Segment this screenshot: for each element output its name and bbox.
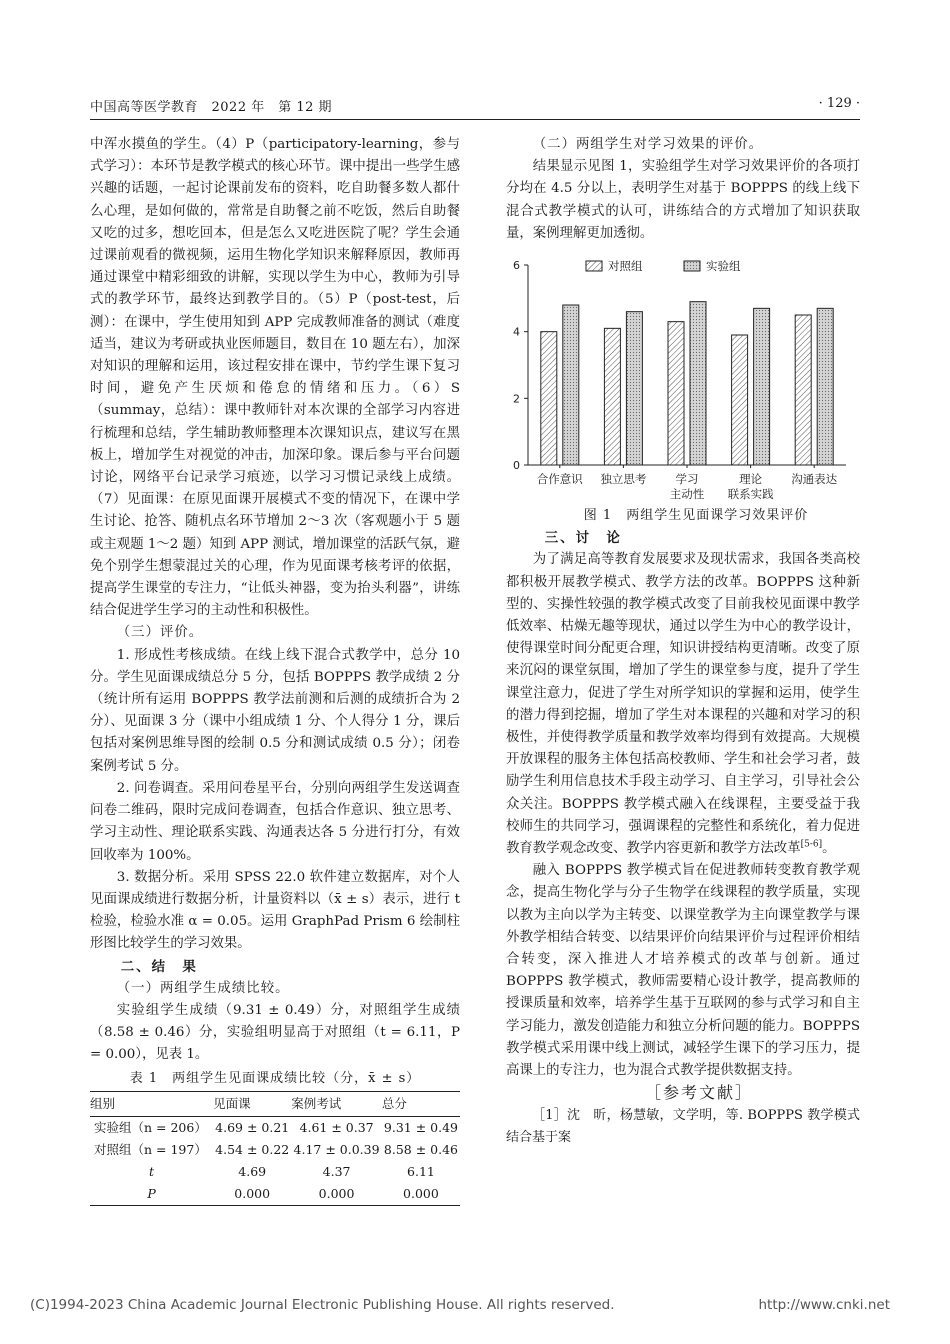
bar-chart (506, 255, 860, 505)
y-tick-label: 4 (513, 325, 520, 339)
x-tick-label: 理论 (739, 472, 763, 487)
citation: [5-6] (800, 839, 823, 850)
subheading-learning-effect: （二）两组学生对学习效果的评价。 (532, 137, 764, 152)
x-tick-label: 独立思考 (600, 472, 647, 487)
y-tick-label: 6 (513, 259, 520, 273)
table-cell: 实验组（n = 206） (94, 1119, 207, 1135)
table-cell: 6.11 (407, 1163, 435, 1179)
figure-1 (506, 255, 860, 505)
table-header: 组别 (90, 1091, 213, 1116)
bar-control (668, 322, 684, 465)
paragraph: 2. 问卷调查。采用问卷星平台，分别向两组学生发送调查问卷二维码，限时完成问卷调查，包括合作意识、独立思考、学习主动性、理论联系实践、沟通表达各 5 分进行打分，有效回收率为 100%。 (90, 780, 460, 863)
paragraph: 融入 BOPPPS 教学模式旨在促进教师转变教育教学观念，提高生物化学与分子生物学在线课程的教学质量，实现以教为主向以学为主转变、以课堂教学为主向课堂教学与课外教学相结合转变、以结果评价向结果评价与过程评价相结合转变，深入推进人才培养模式的改革与创新。通过 BOPPPS 教学模式，教师需要精心设计教学，提高教师的授课质量和效率，培养学生基于互联网的参与式学习和自主学习能力，激发创造能力和独立分析问题的能力。BOPPPS 教学模式采用课中线上测试，减轻学生课下的学习压力，提高课上的专注力，也为混合式教学提供数据支持。 (506, 863, 860, 1079)
journal-title: 中国高等医学教育 2022 年 第 12 期 (90, 100, 333, 115)
y-tick-label: 2 (513, 392, 520, 406)
x-tick-label: 沟通表达 (791, 472, 838, 487)
bar-control (795, 315, 811, 465)
table-cell: P (90, 1183, 213, 1206)
paragraph-end: 。 (822, 841, 836, 857)
table-row (90, 1139, 460, 1161)
cnki-link[interactable]: http://www.cnki.net (758, 1297, 890, 1313)
legend-label: 对照组 (608, 259, 643, 274)
x-tick-label: 联系实践 (727, 487, 774, 502)
bar-control (541, 332, 557, 465)
legend-swatch (684, 261, 700, 271)
table-cell: 0.000 (291, 1183, 382, 1206)
table-cell: 4.69 (238, 1163, 267, 1179)
paragraph: 结果显示见图 1，实验组学生对学习效果评价的各项打分均在 4.5 分以上，表明学生对基于 BOPPPS 的线上线下混合式教学模式的认可，讲练结合的方式增加了知识获取量，案例理解更加透彻。 (506, 159, 860, 241)
table-cell: 0.000 (213, 1183, 291, 1206)
figure-caption: 图 1 两组学生见面课学习效果评价 (583, 508, 809, 524)
table-row (90, 1116, 460, 1139)
table-cell: 0.000 (382, 1183, 460, 1206)
table-header-row (90, 1091, 460, 1116)
paragraph: 1. 形成性考核成绩。在线上线下混合式教学中，总分 10 分。学生见面课成绩总分 5 分，包括 BOPPPS 教学成绩 2 分（统计所有运用 BOPPPS 教学法前测和后测的成绩折合为 2 分）、见面课 3 分（课中小组成绩 1 分、个人得分 1 分，课后包括对案例思维导图的绘制 0.5 分和测试成绩 0.5 分）；闭卷案例考试 5 分。 (90, 647, 460, 774)
table-header: 案例考试 (291, 1091, 382, 1116)
paragraph: 中浑水摸鱼的学生。（4）P（participatory-learning，参与式学习）：本环节是教学模式的核心环节。课中提出一些学生感兴趣的话题，一起讨论课前发布的资料，吃自助餐多数人都什么心理，是如何做的，常常是自助餐之前不吃饭，然后自助餐又吃的过多，想吃回本，但是怎么又吃进医院了呢？学生会通过课前观看的微视频，运用生物化学知识来解释原因，教师再通过课堂中精彩细致的讲解，实现以学生为中心，教师为引导式的教学环节，最终达到教学目的。（5）P（post-test，后测）：在课中，学生使用知到 APP 完成教师准备的测试（难度适当，建议为考研或执业医师题目，数目在 10 题左右），加深对知识的理解和运用，该过程安排在课中，节约学生课下复习时间，避免产生厌烦和倦怠的情绪和压力。（6）S（summay，总结）：课中教师针对本次课的全部学习内容进行梳理和总结，学生辅助教师整理本次课知识点，建议写在黑板上，增加学生对视觉的冲击，加深印象。课后参与平台问题讨论，网络平台记录学习痕迹，以学习习惯记录线上成绩。（7）见面课：在原见面课开展模式不变的情况下，在课中学生讨论、抢答、随机点名环节增加 2～3 次（客观题小于 5 题或主观题 1～2 题）知到 APP 测试，增加课堂的活跃气氛，避免个别学生想蒙混过关的心理，作为见面课考核考评的依据，提高学生课堂的专注力，“让低头神器，变为抬头利器”，讲练结合促进学生学习的主动性和积极性。 (90, 137, 460, 619)
x-tick-label: 合作意识 (536, 472, 583, 487)
table-cell: 4.17 ± 0.0.39 (293, 1141, 380, 1157)
table-cell: 4.69 ± 0.21 (215, 1119, 290, 1135)
right-column (506, 134, 860, 1149)
table-cell: 8.58 ± 0.46 (383, 1141, 458, 1157)
running-header (90, 96, 860, 116)
table-caption: 表 1 两组学生见面课成绩比较（分，x̄ ± s） (129, 1070, 421, 1086)
subheading-evaluation: （三）评价。 (116, 625, 204, 641)
section-heading-discussion: 三、讨 论 (544, 530, 622, 547)
paragraph-text: 为了满足高等教育发展要求及现状需求，我国各类高校都积极开展教学模式、教学方法的改革。BOPPPS 这种新型的、实操性较强的教学模式改变了目前我校见面课中教学低效率、枯燥无趣等现状，通过以学生为中心的教学设计，使得课堂时间分配更合理，知识讲授结构更清晰。改变了原来沉闷的课堂氛围，增加了学生的课堂参与度，提升了学生课堂注意力，促进了学生对所学知识的掌握和运用，使学生的潜力得到挖掘，增加了学生对本课程的兴趣和对学习的积极性，并使得教学质量和教学效率均得到有效提高。大规模开放课程的服务主体包括高校教师、学生和社会学习者，鼓励学生利用信息技术手段主动学习、自主学习，引导社会公众关注。BOPPPS 教学模式融入在线课程，主要受益于我校师生的共同学习，强调课程的完整性和系统化，着力促进教育教学观念改变、教学内容更新和教学方法改革 (506, 552, 860, 857)
table-row (90, 1161, 460, 1183)
table-cell: t (149, 1163, 155, 1179)
legend-label: 实验组 (706, 259, 741, 274)
y-tick-label: 0 (513, 459, 520, 473)
bar-experimental (817, 308, 833, 465)
table-cell: 4.54 ± 0.22 (215, 1141, 290, 1157)
table-1 (90, 1069, 460, 1206)
copyright-text: (C)1994-2023 China Academic Journal Electronic Publishing House. All rights reserved. (30, 1297, 615, 1313)
table-header: 总分 (382, 1091, 460, 1116)
paragraph (506, 549, 860, 860)
paragraph: 3. 数据分析。采用 SPSS 22.0 软件建立数据库，对个人见面课成绩进行数据分析，计量资料以（x̄ ± s）表示，进行 t 检验，检验水准 α = 0.05。运用 GraphPad Prism 6 绘制柱形图比较学生的学习效果。 (90, 869, 460, 952)
copyright-footer (30, 1297, 920, 1313)
bar-experimental (690, 302, 706, 465)
x-tick-label: 学习 (675, 472, 699, 487)
section-heading-results: 二、结 果 (120, 958, 198, 975)
paragraph: 实验组学生成绩（9.31 ± 0.49）分，对照组学生成绩（8.58 ± 0.46）分，实验组明显高于对照组（t = 6.11，P = 0.00），见表 1。 (90, 1002, 460, 1063)
table-cell: 9.31 ± 0.49 (383, 1119, 458, 1135)
reference-item: ［1］沈 昕，杨慧敏，文学明，等. BOPPPS 教学模式结合基于案 (506, 1107, 860, 1145)
subheading-score-comparison: （一）两组学生成绩比较。 (116, 980, 290, 996)
bar-experimental (754, 308, 770, 465)
left-column (90, 134, 460, 1206)
bar-control (604, 328, 620, 465)
bar-control (732, 335, 748, 465)
legend-swatch (586, 261, 602, 271)
table-cell: 对照组（n = 197） (94, 1141, 207, 1157)
page-number: · 129 · (818, 96, 860, 111)
table-cell: 4.37 (322, 1163, 351, 1179)
header-rule (90, 119, 860, 120)
x-tick-label: 主动性 (669, 487, 705, 502)
bar-experimental (563, 305, 579, 465)
references-heading: ［参考文献］ (644, 1083, 753, 1103)
bar-experimental (626, 312, 642, 465)
table-header: 见面课 (213, 1091, 291, 1116)
table-row (90, 1183, 460, 1206)
table-cell: 4.61 ± 0.37 (299, 1119, 374, 1135)
